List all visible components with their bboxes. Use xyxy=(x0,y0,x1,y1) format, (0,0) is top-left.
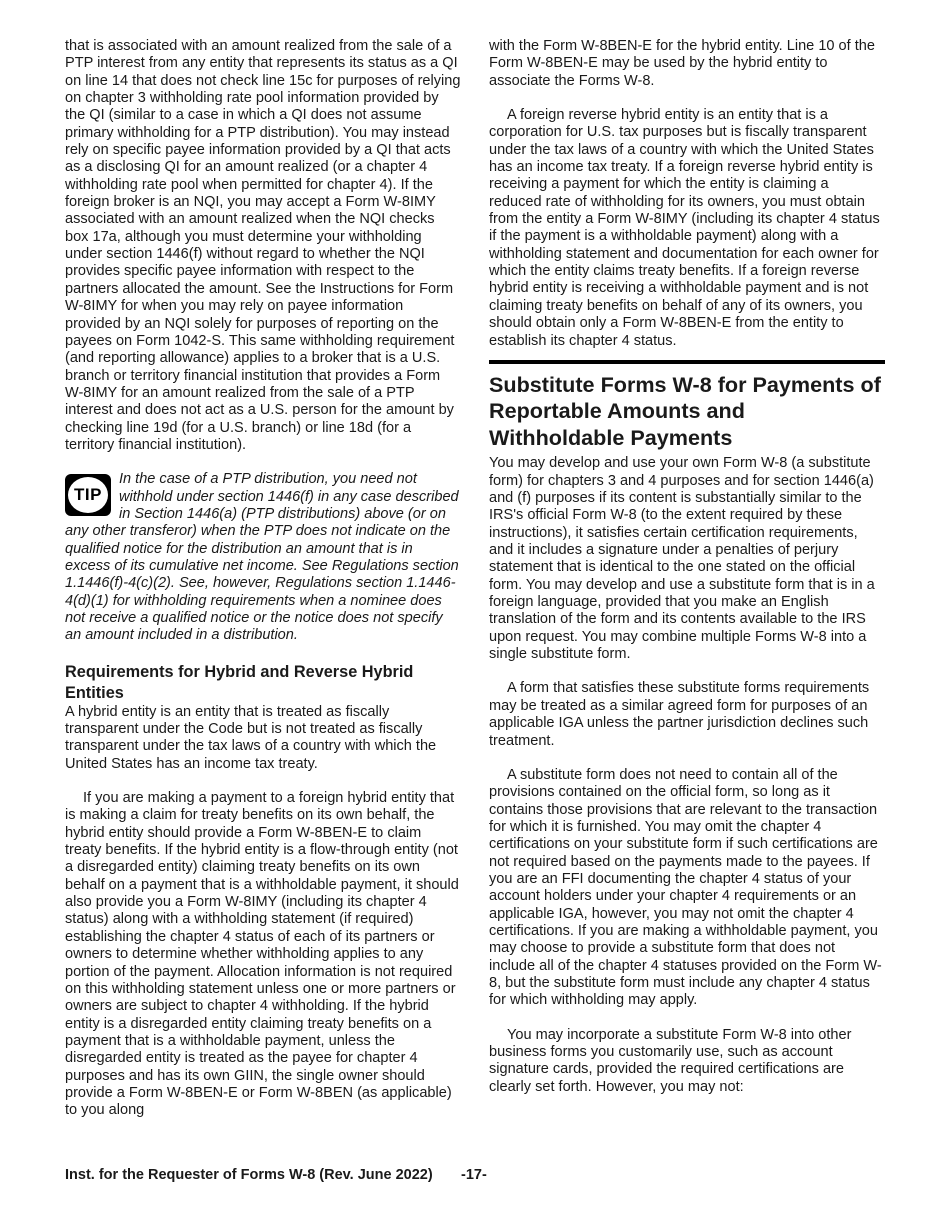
paragraph-substitute-form: You may develop and use your own Form W-8 (a substitute form) for chapters 3 and 4 purposes and for section 1446(a) and (f) purposes if its content is substantially similar to the IRS's official Form W-8 (to the extent required by these instructions), it satisfies certain certification requirements, and it includes a signature under a penalties of perjury statement that is identical to the one stated on the official form. You may develop and use a substitute form that is in a foreign language, provided that you make an English translation of the form and its contents available to the IRS upon request. You may combine multiple Forms W-8 into a single substitute form. xyxy=(489,455,875,663)
paragraph-foreign-hybrid: If you are making a payment to a foreign hybrid entity that is making a claim for treaty benefits on its own behalf, the hybrid entity should provide a Form W-8BEN-E to claim treaty benefits. If the hybrid entity is a flow-through entity (not a disregarded entity) claiming treaty benefits on its own behalf on a payment that is a withholdable payment, it should also provide you a Form W-8IMY (including its chapter 4 status) along with a withholding statement (if required) establishing the chapter 4 status of each of its partners or owners to determine whether withholding applies to any portion of the payment. Allocation information is not required on this withholding statement unless one or more partners or owners are subject to chapter 4 withholding. If the hybrid entity is a disregarded entity claiming treaty benefits on a payment that is a withholdable payment, unless the disregarded entity is treated as the payee for chapter 4 purposes and has its own GIIN, the single owner should provide a Form W-8BEN-E or Form W-8BEN (as applicable) to you along xyxy=(65,790,459,1119)
paragraph-hybrid-continued: with the Form W-8BEN-E for the hybrid entity. Line 10 of the Form W-8BEN-E may be used by the hybrid entity to associate the Forms W-8. xyxy=(489,38,875,89)
paragraph-ptp-broker: that is associated with an amount realized from the sale of a PTP interest from any entity that represents its status as a QI on line 14 that does not check line 15c for purposes of relying on chapter 3 withholding rate pool information provided by the QI (similar to a case in which a QI does not assume primary withholding for a PTP distribution). You may instead rely on specific payee information provided by a QI that acts as a disclosing QI for an amount realized (or a chapter 4 withholding rate pool when permitted for chapter 4). If the foreign broker is an NQI, you may accept a Form W-8IMY associated with an amount realized when the NQI checks box 17a, although you must determine your withholding under section 1446(f) without regard to whether the NQI provides specific payee information with respect to the partners allocated the amount. See the Instructions for Form W-8IMY for when you may rely on payee information provided by an NQI solely for purposes of reporting on the payees on Form 1042-S. This same withholding requirement (and reporting allowance) applies to a broker that is a U.S. branch or territory financial institution that provides a Form W-8IMY for an amount realized from the sale of a PTP interest and does not act as a U.S. person for the amount by checking line 19d (for a U.S. branch) or line 18d (for a territory financial institution). xyxy=(65,38,461,453)
paragraph-hybrid-definition: A hybrid entity is an entity that is treated as fiscally transparent under the Code but is not treated as fiscally transparent under the tax laws of a country with which the United States has an income tax treaty. xyxy=(65,703,437,772)
right-column xyxy=(489,38,885,1096)
section-rule xyxy=(489,360,885,364)
tip-label: TIP xyxy=(74,485,102,505)
tip-box xyxy=(65,471,461,644)
left-column xyxy=(65,38,461,1120)
paragraph-similar-agreed-form: A form that satisfies these substitute forms requirements may be treated as a similar agreed form for purposes of an applicable IGA unless the partner jurisdiction declines such treatment. xyxy=(489,680,870,749)
tip-icon xyxy=(65,474,111,516)
page-number: -17- xyxy=(461,1167,487,1183)
section-heading-hybrid: Requirements for Hybrid and Reverse Hybrid Entities xyxy=(65,662,414,702)
tip-text: In the case of a PTP distribution, you need not withhold under section 1446(f) in any case described in Section 1446(a) (PTP distributions) above (or on any other transferor) when the PTP does not indicate on the qualified notice for the distribution an amount that is in excess of its cumulative net income. See Regulations section 1.1446(f)-4(c)(2). See, however, Regulations section 1.1446-4(d)(1) for withholding requirements when a nominee does not receive a qualified notice or the notice does not specify an amount included in a distribution. xyxy=(65,471,459,644)
paragraph-reverse-hybrid: A foreign reverse hybrid entity is an entity that is a corporation for U.S. tax purposes but is fiscally transparent under the tax laws of a country with which the United States has an income tax treaty. If a foreign reverse hybrid entity is receiving a payment for which the entity is claiming a reduced rate of withholding for its owners, you must obtain from the entity a Form W-8IMY (including its chapter 4 status if the payment is a withholdable payment) along with a withholding statement and documentation for each owner for which the entity claims treaty benefits. If a foreign reverse hybrid entity is receiving a withholdable payment and is not claiming treaty benefits on behalf of any of its owners, you should obtain only a Form W-8BEN-E from the entity to establish its chapter 4 status. xyxy=(489,107,880,349)
section-heading-substitute-forms: Substitute Forms W-8 for Payments of Reportable Amounts and Withholdable Payments xyxy=(489,371,881,450)
paragraph-substitute-provisions: A substitute form does not need to contain all of the provisions contained on the official form, so long as it contains those provisions that are relevant to the transaction for which it is furnished. You may omit the chapter 4 certifications on your substitute form if such certifications are not required based on the payments made to the payees. If you are an FFI documenting the chapter 4 status of your account holders under your chapter 4 requirements or an applicable IGA, however, you may not omit the chapter 4 certifications. If you are making a withholdable payment, you may choose to provide a substitute form that does not include all of the chapter 4 statuses provided on the Form W-8, but the substitute form must include any chapter 4 status for which withholding may apply. xyxy=(489,766,882,1009)
paragraph-business-forms: You may incorporate a substitute Form W-8 into other business forms you customarily use, such as account signature cards, provided the required certifications are clearly set forth. However, you may not: xyxy=(489,1026,852,1095)
footer-title: Inst. for the Requester of Forms W-8 (Rev. June 2022) xyxy=(65,1167,433,1183)
